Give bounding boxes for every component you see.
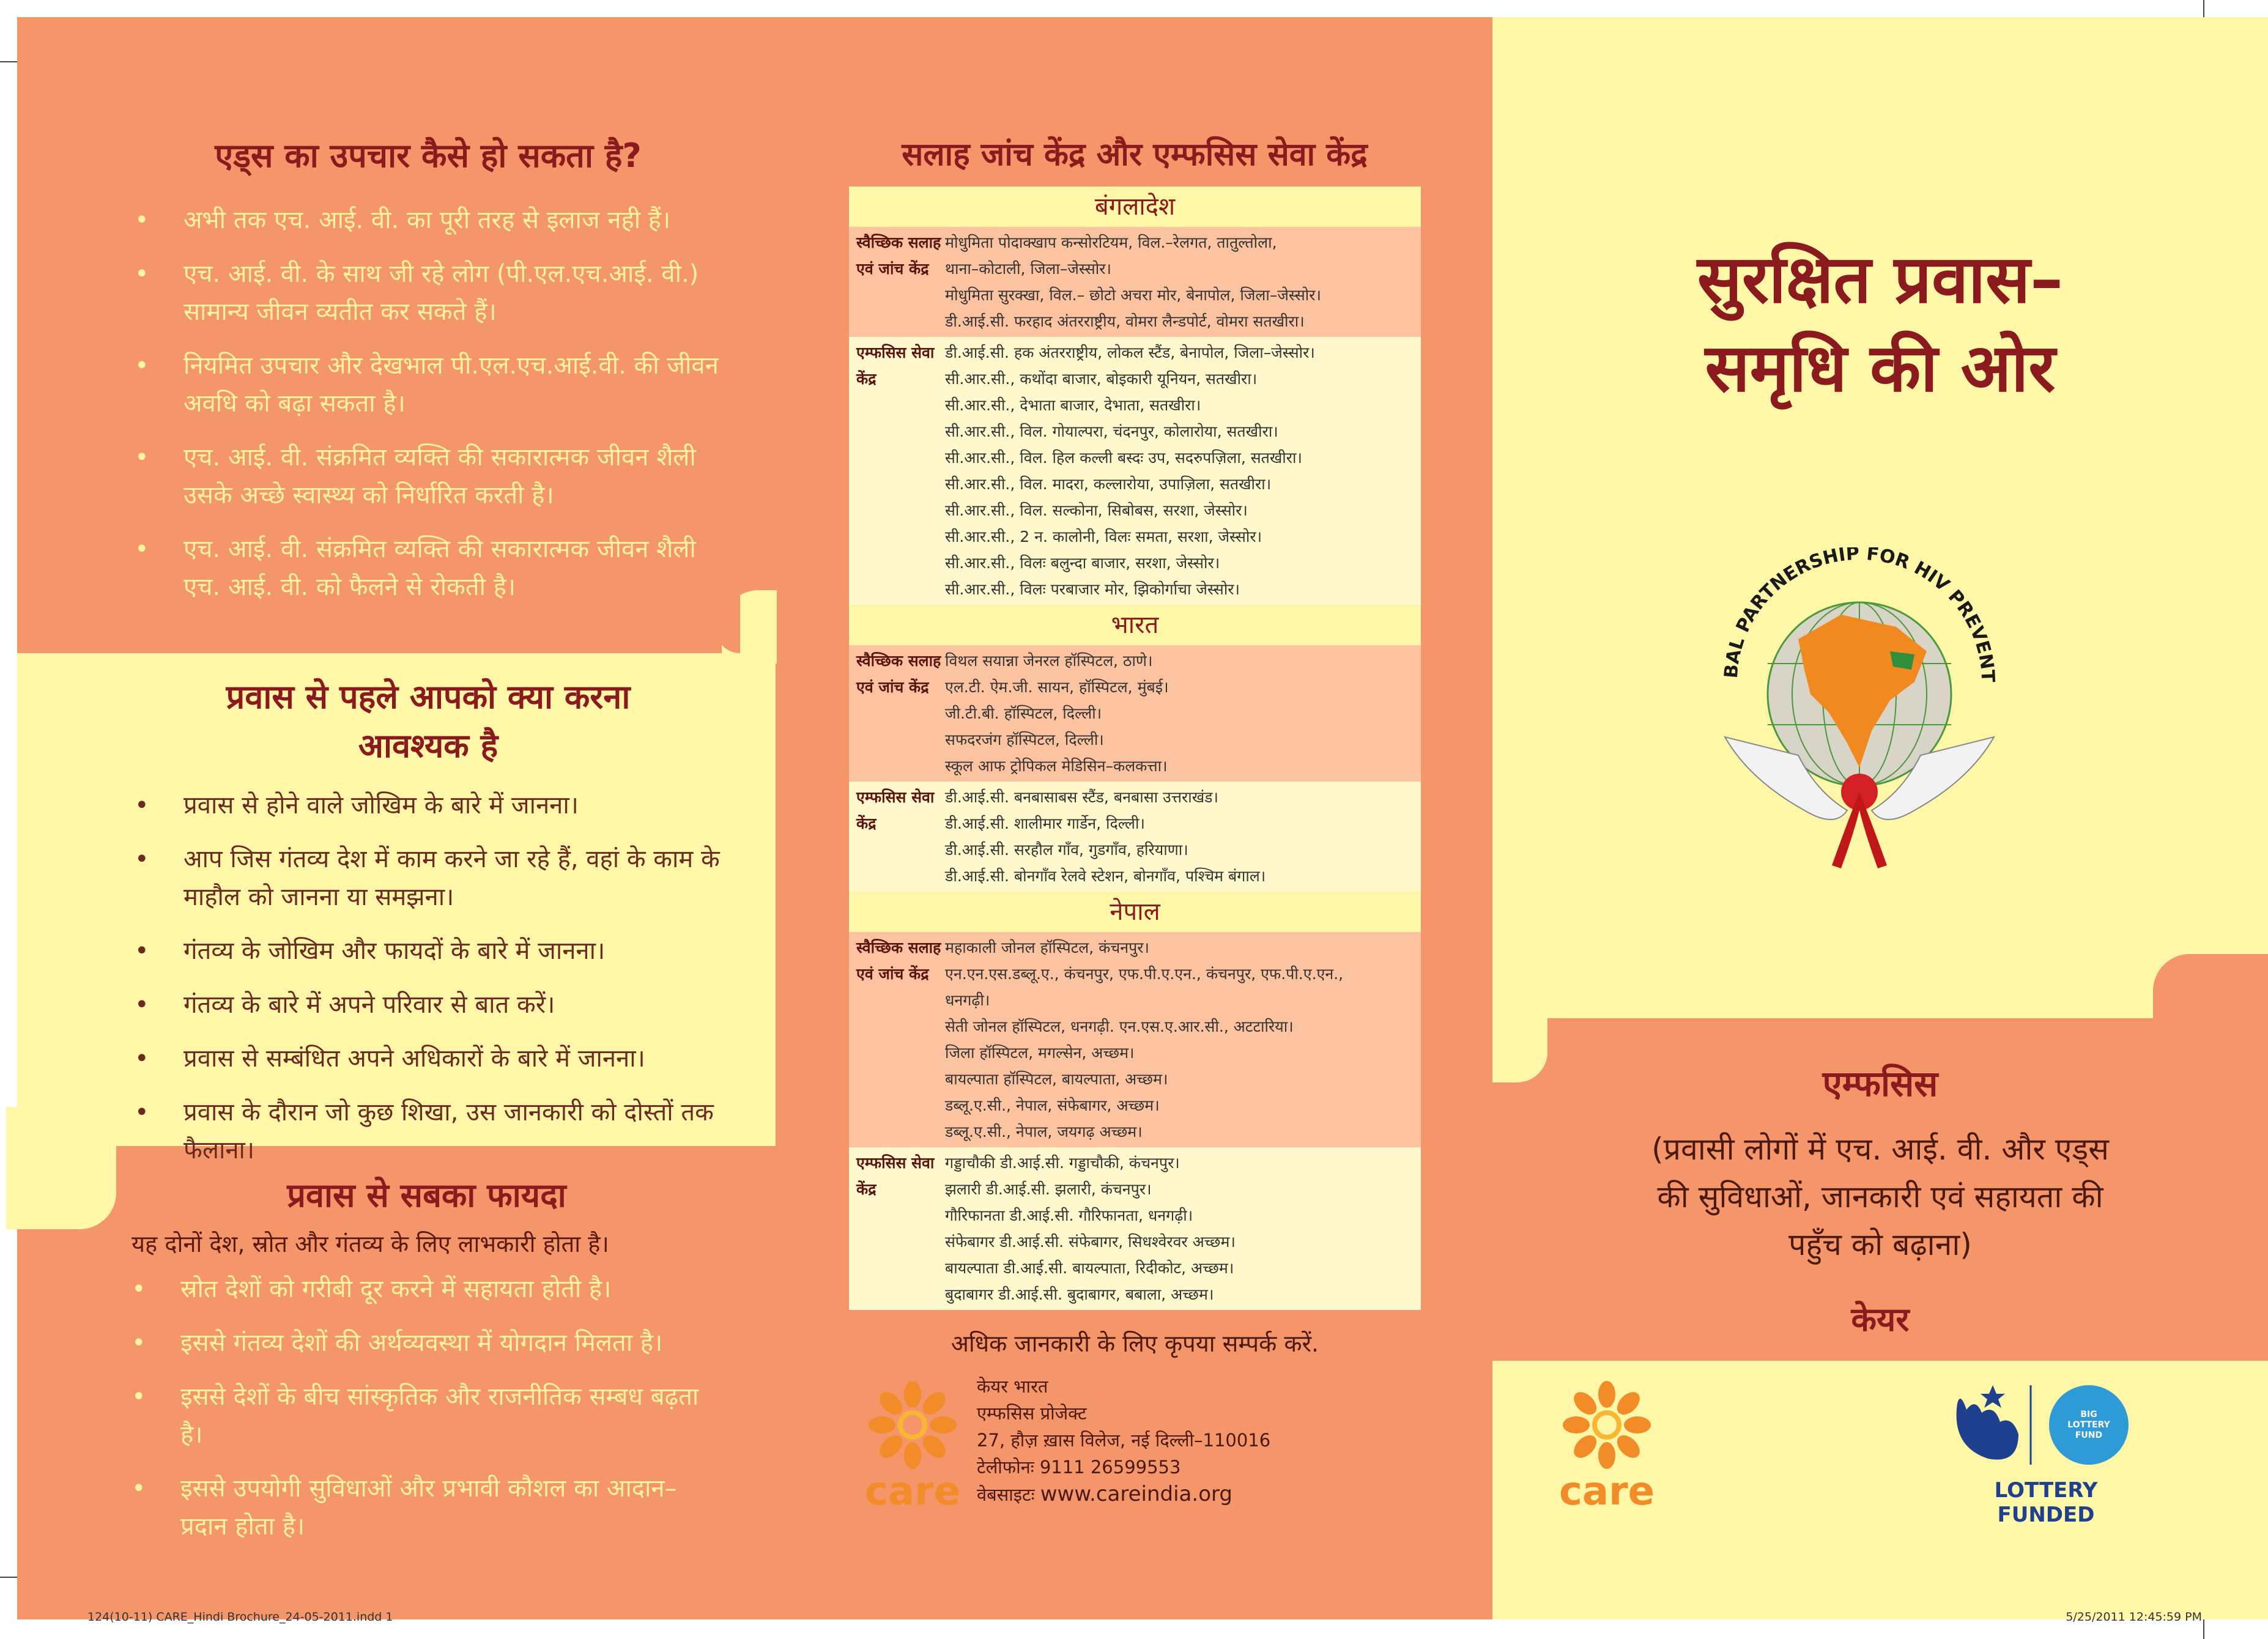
list-item: धनगढ़ी।	[945, 991, 990, 1009]
description-line: (प्रवासी लोगों में एच. आई. वी. और एड्स	[1651, 1131, 2109, 1167]
list-item: • आप जिस गंतव्य देश में काम करने जा रहे हैं, वहां के काम के माहौल को जानना या समझना।	[135, 840, 722, 916]
org-name: केयर	[1851, 1300, 1910, 1339]
footer-file-info: 124(10-11) CARE_Hindi Brochure_24-05-2011.indd 1	[87, 1610, 393, 1624]
centers-heading: सलाह जांच केंद्र और एम्फसिस सेवा केंद्र	[902, 136, 1368, 173]
list-item: जी.टी.बी. हॉस्पिटल, दिल्ली।	[945, 705, 1102, 722]
list-item: डी.आई.सी. सरहौल गाँव, गुडगाँव, हरियाणा।	[945, 841, 1188, 859]
list-item: सेती जोनल हॉस्पिटल, धनगढ़ी. एन.एस.ए.आर.सी., अटटारिया।	[945, 1018, 1294, 1035]
list-item: एन.एन.एस.डब्लू.ए., कंचनपुर, एफ.पी.ए.एन., कंचनपुर, एफ.पी.ए.एन.,	[945, 965, 1344, 983]
section-label: स्वैच्छिक सलाह एवं जांच केंद्र	[856, 652, 941, 696]
section-label: एम्फसिस सेवा केंद्र	[856, 788, 935, 832]
gphp-logo-text: BAL PARTNERSHIP FOR HIV PREVENT	[1720, 547, 1999, 683]
section-items	[945, 339, 1421, 602]
list-item: विथल सयान्ना जेनरल हॉस्पिटल, ठाणे।	[945, 652, 1153, 670]
lottery-funded-text: LOTTERY FUNDED	[1994, 1478, 2098, 1527]
globe-hands-ribbon-icon	[1713, 547, 2006, 902]
treatment-list	[135, 201, 722, 606]
lottery-logo	[1945, 1379, 2147, 1527]
big-lottery-fund-text: BIG LOTTERY FUND	[2067, 1410, 2110, 1440]
list-item: बुदाबागर डी.आई.सी. बुदाबागर, बबाला, अच्छम।	[945, 1286, 1214, 1303]
treatment-section	[135, 131, 722, 622]
list-item: संफेबागर डी.आई.सी. संफेबागर, सिधश्वेरवर अच्छम।	[945, 1233, 1236, 1251]
list-item: सी.आर.सी., देभाता बाजार, देभाता, सतखीरा।	[945, 396, 1201, 414]
table-section	[849, 782, 1421, 892]
website-label: वेबसाइटः	[977, 1484, 1035, 1505]
list-item: • इससे गंतव्य देशों की अर्थव्यवस्था में योगदान मिलता है।	[132, 1324, 722, 1362]
table-section	[849, 932, 1421, 1147]
before-migration-list	[135, 786, 722, 1169]
benefits-intro: यह दोनों देश, स्रोत और गंतव्य के लिए लाभकारी होता है।	[132, 1230, 609, 1257]
section-items	[945, 648, 1421, 779]
care-hands-icon	[1558, 1379, 1656, 1471]
amphisis-description	[1492, 1125, 2268, 1268]
list-item: सी.आर.सी., विलः परबाजार मोर, झिकोर्गाचा जेस्सोर।	[945, 580, 1240, 598]
contact-heading: अधिक जानकारी के लिए कृपया सम्पर्क करें.	[951, 1330, 1319, 1357]
care-logo-right	[1558, 1379, 1656, 1514]
footer-timestamp: 5/25/2011 12:45:59 PM	[2066, 1610, 2202, 1624]
list-item: गड्डाचौकी डी.आई.सी. गड्डाचौकी, कंचनपुर।	[945, 1154, 1180, 1172]
list-item: डी.आई.सी. हक अंतरराष्ट्रीय, लोकल स्टैंड, बेनापोल, जिला–जेस्सोर।	[945, 344, 1315, 361]
section-label: एम्फसिस सेवा केंद्र	[856, 344, 935, 388]
section-label: स्वैच्छिक सलाह एवं जांच केंद्र	[856, 939, 941, 983]
list-item: झलारी डी.आई.सी. झलारी, कंचनपुर।	[945, 1180, 1152, 1198]
description-line: की सुविधाओं, जानकारी एवं सहायता की	[1657, 1179, 2103, 1215]
contact-project: एम्फसिस प्रोजेक्ट	[977, 1403, 1087, 1424]
heading-line: प्रवास से पहले आपको क्या करना	[226, 678, 631, 716]
amphisis-heading: एम्फसिस	[1822, 1063, 1938, 1104]
table-section	[849, 337, 1421, 605]
website-link[interactable]: www.careindia.org	[1040, 1482, 1232, 1506]
list-item: गौरिफानता डी.आई.सी. गौरिफानता, धनगढ़ी।	[945, 1207, 1193, 1224]
treatment-heading: एड्स का उपचार कैसे हो सकता है?	[215, 136, 642, 175]
contact-website-row	[977, 1481, 1466, 1508]
description-line: पहुँच को बढ़ाना)	[1788, 1227, 1972, 1262]
benefits-list	[132, 1270, 722, 1545]
list-item: मोधुमिता सुरक्खा, विल.– छोटो अचरा मोर, बेनापोल, जिला–जेस्सोर।	[945, 286, 1321, 304]
list-item: डी.आई.सी. शालीमार गार्डेन, दिल्ली।	[945, 815, 1145, 832]
list-item: एल.टी. ऐम.जी. सायन, हॉस्पिटल, मुंबई।	[945, 678, 1169, 696]
list-item: • इससे उपयोगी सुविधाओं और प्रभावी कौशल का आदान–प्रदान होता है।	[132, 1470, 722, 1545]
table-section	[849, 1147, 1421, 1310]
before-migration-section	[135, 673, 722, 1185]
title-line: समृधि की ओर	[1705, 330, 2056, 407]
list-item: • नियमित उपचार और देखभाल पी.एल.एच.आई.वी. की जीवन अवधि को बढ़ा सकता है।	[135, 347, 722, 423]
list-item: सी.आर.सी., 2 न. कालोनी, विलः समता, सरशा, जेस्सोर।	[945, 528, 1262, 546]
contact-org: केयर भारत	[977, 1376, 1048, 1397]
list-item: महाकाली जोनल हॉस्पिटल, कंचनपुर।	[945, 939, 1149, 956]
country-header-nepal: नेपाल	[849, 892, 1421, 932]
list-item: • इससे देशों के बीच सांस्कृतिक और राजनीतिक सम्बध बढ़ता है।	[132, 1378, 722, 1454]
country-header-india: भारत	[849, 605, 1421, 645]
list-item: • गंतव्य के जोखिम और फायदों के बारे में जानना।	[135, 932, 722, 970]
list-item: मोधुमिता पोदाक्खाप कन्सोरटियम, विल.–रेलगत, तातुल्तोला,	[945, 234, 1277, 251]
section-items	[945, 934, 1421, 1145]
list-item: • एच. आई. वी. के साथ जी रहे लोग (पी.एल.एच.आई. वी.) सामान्य जीवन व्यतीत कर सकते हैं।	[135, 255, 722, 331]
right-orange-tab	[2153, 954, 2268, 1034]
list-item: • अभी तक एच. आई. वी. का पूरी तरह से इलाज नही हैं।	[135, 201, 722, 239]
list-item: सी.आर.सी., विलः बलुन्दा बाजार, सरशा, जेस्सोर।	[945, 554, 1220, 572]
list-item: सफदरजंग हॉस्पिटल, दिल्ली।	[945, 731, 1104, 749]
list-item: • प्रवास के दौरान जो कुछ शिखा, उस जानकारी को दोस्तों तक फैलाना।	[135, 1093, 722, 1169]
section-items	[945, 229, 1421, 335]
heading-line: आवश्यक है	[358, 727, 498, 765]
country-header-bangladesh: बंगलादेश	[849, 187, 1421, 227]
table-section	[849, 645, 1421, 782]
list-item: डी.आई.सी. बोनगाँव रेलवे स्टेशन, बोनगाँव, पश्चिम बंगाल।	[945, 867, 1266, 885]
list-item: सी.आर.सी., कथोंदा बाजार, बोइकारी यूनियन, सतखीरा।	[945, 370, 1258, 388]
list-item: डी.आई.सी. बनबासाबस स्टैंड, बनबासा उत्तराखंड।	[945, 788, 1219, 806]
list-item: सी.आर.सी., विल. मादरा, कल्लारोया, उपाज़िला, सतखीरा।	[945, 475, 1272, 493]
list-item: जिला हॉस्पिटल, मगल्सेन, अच्छम।	[945, 1044, 1135, 1062]
list-item: • गंतव्य के बारे में अपने परिवार से बात करें।	[135, 986, 722, 1024]
gphp-logo	[1713, 547, 2006, 902]
list-item: • प्रवास से सम्बंधित अपने अधिकारों के बारे में जानना।	[135, 1040, 722, 1078]
list-item: • प्रवास से होने वाले जोखिम के बारे में जानना।	[135, 786, 722, 824]
list-item: बायल्पाता डी.आई.सी. बायल्पाता, रिदीकोट, अच्छम।	[945, 1259, 1234, 1277]
section-items	[945, 784, 1421, 889]
section-items	[945, 1150, 1421, 1308]
list-item: डब्लू.ए.सी., नेपाल, जयगढ़ अच्छम।	[945, 1123, 1143, 1141]
list-item: • स्रोत देशों को गरीबी दूर करने में सहायता होती है।	[132, 1270, 722, 1308]
list-item: स्कूल आफ ट्रोपिकल मेडिसिन–कलकत्ता।	[945, 757, 1168, 775]
contact-phone: टेलीफोनः 9111 26599553	[977, 1457, 1181, 1478]
centers-table	[849, 187, 1421, 1310]
left-yellow-foot	[6, 1107, 116, 1229]
care-hands-icon	[864, 1379, 962, 1471]
list-item: • एच. आई. वी. संक्रमित व्यक्ति की सकारात्मक जीवन शैली एच. आई. वी. को फैलने से रोकती है।	[135, 530, 722, 606]
care-logo-mid	[864, 1379, 962, 1514]
list-item: • एच. आई. वी. संक्रमित व्यक्ति की सकारात्मक जीवन शैली उसके अच्छे स्वास्थ्य को निर्धारित करती है।	[135, 438, 722, 514]
list-item: डब्लू.ए.सी., नेपाल, संफेबागर, अच्छम।	[945, 1097, 1160, 1114]
list-item: डी.आई.सी. फरहाद अंतरराष्ट्रीय, वोमरा लैन्डपोर्ट, वोमरा सतखीरा।	[945, 313, 1305, 330]
care-logo-text: care	[864, 1469, 961, 1514]
list-item: सी.आर.सी., विल. सल्कोना, सिबोबस, सरशा, जेस्सोर।	[945, 501, 1248, 519]
section-label: एम्फसिस सेवा केंद्र	[856, 1154, 935, 1198]
before-migration-heading	[135, 673, 722, 771]
brochure-title	[1492, 235, 2268, 413]
section-label: स्वैच्छिक सलाह एवं जांच केंद्र	[856, 234, 941, 278]
list-item: थाना–कोटाली, जिला–जेस्सोर।	[945, 260, 1111, 278]
title-line: सुरक्षित प्रवास–	[1697, 242, 2064, 318]
list-item: सी.आर.सी., विल. गोयाल्परा, चंदनपुर, कोलारोया, सतखीरा।	[945, 423, 1278, 440]
lottery-fingers-icon	[1945, 1379, 2147, 1471]
list-item: बायल्पाता हॉस्पिटल, बायल्पाता, अच्छम।	[945, 1070, 1168, 1088]
benefits-heading: प्रवास से सबका फायदा	[287, 1176, 566, 1215]
list-item: सी.आर.सी., विल. हिल कल्ली बस्दः उप, सदरुपज़िला, सतखीरा।	[945, 449, 1302, 467]
contact-details	[977, 1373, 1466, 1508]
benefits-section	[132, 1171, 722, 1561]
care-logo-text: care	[1558, 1469, 1655, 1514]
contact-address: 27, हौज़ ख़ास विलेज, नई दिल्ली–110016	[977, 1430, 1271, 1451]
table-section	[849, 227, 1421, 337]
